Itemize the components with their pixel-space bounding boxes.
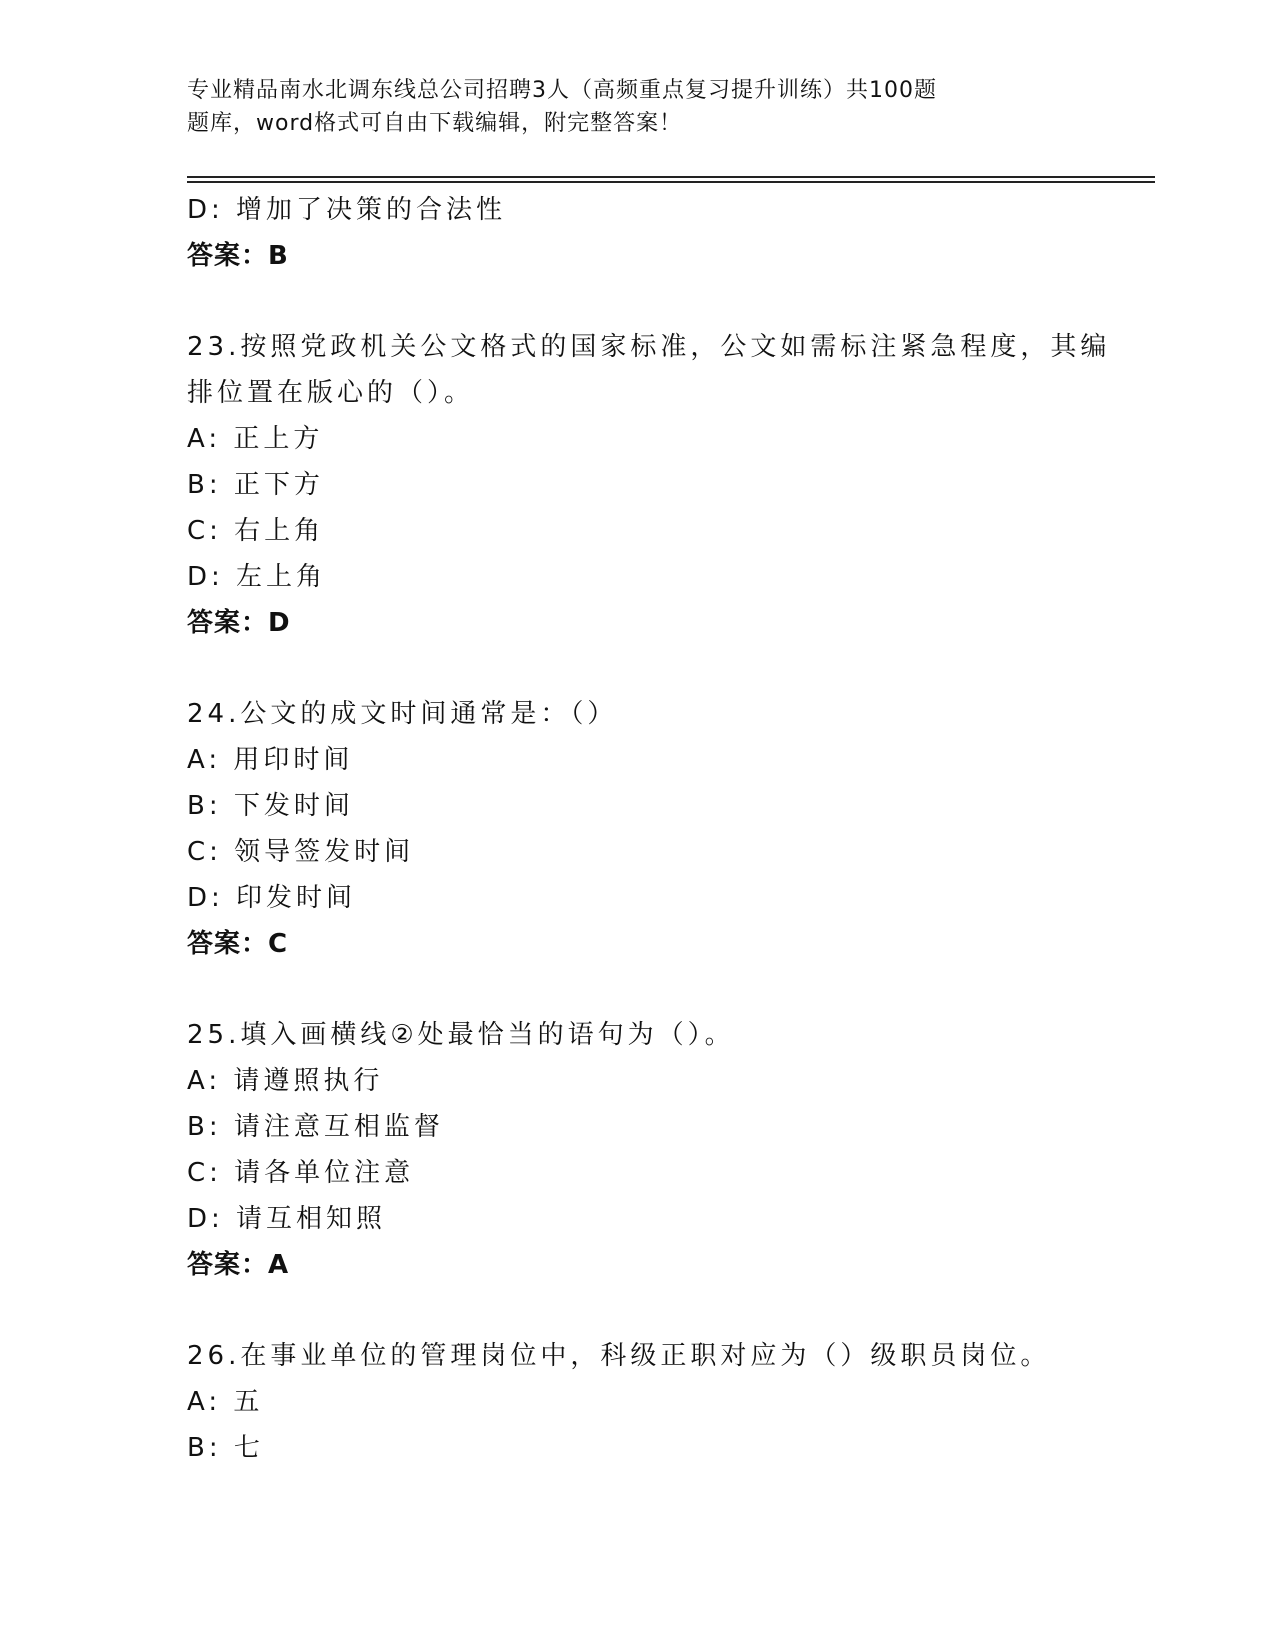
answer: 答案：A bbox=[187, 1250, 290, 1280]
option-c: C: 请各单位注意 bbox=[187, 1158, 415, 1188]
question-list bbox=[187, 187, 1147, 1471]
header-divider-bottom bbox=[187, 181, 1155, 183]
header-line-1: 专业精品南水北调东线总公司招聘3人（高频重点复习提升训练）共100题 bbox=[187, 78, 937, 103]
question-stem: 23.按照党政机关公文格式的国家标准，公文如需标注紧急程度，其编 bbox=[187, 332, 1111, 362]
option-a: A: 正上方 bbox=[187, 424, 324, 454]
option-c: C: 领导签发时间 bbox=[187, 837, 415, 867]
option-a: A: 用印时间 bbox=[187, 745, 354, 775]
question-24 bbox=[187, 691, 1147, 967]
document-header bbox=[187, 74, 1087, 140]
question-stem: 24.公文的成文时间通常是：（） bbox=[187, 699, 618, 729]
answer: 答案：D bbox=[187, 608, 291, 638]
option-a: A: 五 bbox=[187, 1387, 264, 1417]
answer: 答案：B bbox=[187, 241, 289, 271]
header-divider-top bbox=[187, 176, 1155, 178]
option-b: B: 下发时间 bbox=[187, 791, 354, 821]
header-line-2: 题库，word格式可自由下载编辑，附完整答案！ bbox=[187, 111, 683, 136]
option-d: D: 请互相知照 bbox=[187, 1204, 387, 1234]
option-d: D: 左上角 bbox=[187, 562, 327, 592]
option-b: B: 请注意互相监督 bbox=[187, 1112, 444, 1142]
option-a: A: 请遵照执行 bbox=[187, 1066, 384, 1096]
question-26 bbox=[187, 1333, 1147, 1471]
option-d: D: 增加了决策的合法性 bbox=[187, 195, 507, 225]
question-22-tail bbox=[187, 187, 1147, 279]
option-c: C: 右上角 bbox=[187, 516, 325, 546]
question-stem: 26.在事业单位的管理岗位中，科级正职对应为（）级职员岗位。 bbox=[187, 1341, 1051, 1371]
option-b: B: 七 bbox=[187, 1433, 264, 1463]
question-stem-cont: 排位置在版心的（）。 bbox=[187, 378, 475, 408]
option-d: D: 印发时间 bbox=[187, 883, 357, 913]
question-stem: 25.填入画横线②处最恰当的语句为（）。 bbox=[187, 1020, 735, 1050]
question-23 bbox=[187, 324, 1147, 646]
answer: 答案：C bbox=[187, 929, 289, 959]
question-25 bbox=[187, 1012, 1147, 1288]
option-b: B: 正下方 bbox=[187, 470, 324, 500]
